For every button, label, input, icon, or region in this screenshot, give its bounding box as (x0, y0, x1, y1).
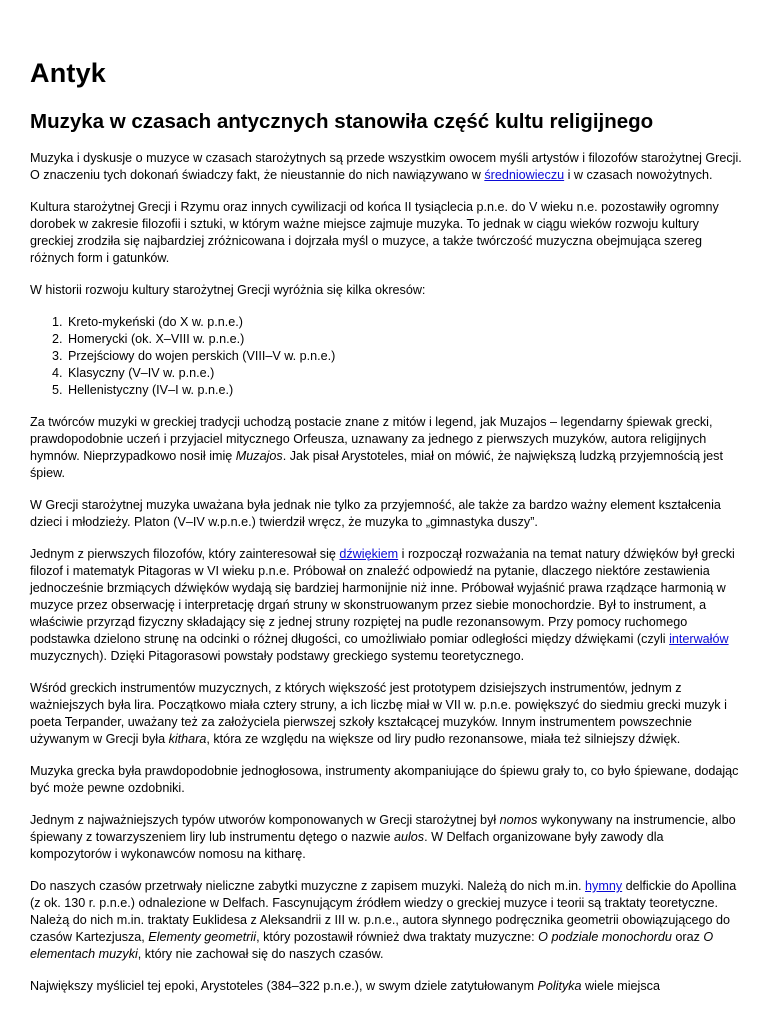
periods-list (30, 314, 745, 399)
paragraph-arystoteles: Największy myśliciel tej epoki, Arystoteles (384–322 p.n.e.), w swym dziele zatytułowanym Polityka wiele miejsca (30, 979, 660, 993)
list-item: 4. Klasyczny (V–IV w. p.n.e.) (66, 365, 745, 382)
link-hymny[interactable]: hymny (585, 879, 623, 893)
paragraph-instruments: Wśród greckich instrumentów muzycznych, z których większość jest prototypem dzisiejszych instrumentów, jednym z ważniejszych była lira. Początkowo miała cztery struny, a ich liczbę miał w VII w. p.n.e. powiększyć do siedmiu grecki muzyk i poeta Terpander, uważany też za założyciela pierwszej szkoły kształcącej muzyków. Innym instrumentem powszechnie używanym w Grecji była kithara, która ze względu na większe od liry pudło rezonansowe, miała też silniejszy dźwięk. (30, 681, 727, 746)
page-title: Antyk (30, 58, 107, 88)
link-dzwiek[interactable]: dźwiękiem (339, 547, 399, 561)
paragraph-intro: Muzyka i dyskusje o muzyce w czasach starożytnych są przede wszystkim owocem myśli artystów i filozofów starożytnej Grecji. O znaczeniu tych dokonań świadczy fakt, że nieustannie do nich nawiązywano w średniowieczu i w czasach nowożytnych. (30, 151, 742, 182)
document-body (30, 150, 745, 1010)
list-item: 3. Przejściowy do wojen perskich (VIII–V w. p.n.e.) (66, 348, 745, 365)
paragraph-monophony: Muzyka grecka była prawdopodobnie jednogłosowa, instrumenty akompaniujące do śpiewu grały to, co było śpiewane, dodając być może pewne ozdobniki. (30, 764, 739, 795)
list-item: 2. Homerycki (ok. X–VIII w. p.n.e.) (66, 331, 745, 348)
link-interwaly[interactable]: interwałów (669, 632, 729, 646)
paragraph-pitagoras: Jednym z pierwszych filozofów, który zainteresował się dźwiękiem i rozpoczął rozważania na temat natury dźwięków był grecki filozof i matematyk Pitagoras w VI wieku p.n.e. Próbował on znaleźć odpowiedź na pytanie, dlaczego niektóre zestawienia jednocześnie brzmiących dźwięków wydają się bardziej harmonijnie niż inne. Próbował wyjaśnić prawa rządzące harmonią w muzyce przez obserwację i interpretację drgań struny w skonstruowanym przez siebie monochordzie. Był to instrument, a właściwie przyrząd fizyczny składający się z jednej struny rozpiętej na pudle rezonansowym. Przy pomocy ruchomego podstawka dzielono strunę na odcinki o różnej długości, co umożliwiało pomiar odległości między dźwiękami (czyli interwałów muzycznych). Dzięki Pitagorasowi powstały podstawy greckiego systemu teoretycznego. (30, 547, 735, 663)
paragraph-muzajos: Za twórców muzyki w greckiej tradycji uchodzą postacie znane z mitów i legend, jak Muzajos – legendarny śpiewak grecki, prawdopodobnie uczeń i przyjaciel mitycznego Orfeusza, uznawany za jednego z pierwszych muzyków, autora religijnych hymnów. Nieprzypadkowo nosił imię Muzajos. Jak pisał Arystoteles, miał on mówić, że największą ludzką przyjemnością jest śpiew. (30, 415, 723, 480)
paragraph-culture: Kultura starożytnej Grecji i Rzymu oraz innych cywilizacji od końca II tysiąclecia p.n.e. do V wieku n.e. pozostawiły ogromny dorobek w zakresie filozofii i sztuki, w którym ważne miejsce zajmuje muzyka. To jednak w ciągu wieków rozwoju kultury greckiej zrodziła się najbardziej zróżnicowana i dojrzała myśl o muzyce, a także twórczość muzyczna obejmująca szereg różnych form i gatunków. (30, 200, 719, 265)
paragraph-education: W Grecji starożytnej muzyka uważana była jednak nie tylko za przyjemność, ale także za bardzo ważny element kształcenia dzieci i młodzieży. Platon (V–IV w.p.n.e.) twierdził wręcz, że muzyka to „gimnastyka duszy”. (30, 498, 721, 529)
list-item: 1. Kreto-mykeński (do X w. p.n.e.) (66, 314, 745, 331)
paragraph-sources: Do naszych czasów przetrwały nieliczne zabytki muzyczne z zapisem muzyki. Należą do nich m.in. hymny delfickie do Apollina (z ok. 130 r. p.n.e.) odnalezione w Delfach. Fascynującym źródłem wiedzy o greckiej muzyce i teorii są traktaty teoretyczne. Należą do nich m.in. traktaty Euklidesa z Aleksandrii z III w. p.n.e., autora słynnego podręcznika geometrii obowiązującego do czasów Kartezjusza, Elementy geometrii, który pozostawił również dwa traktaty muzyczne: O podziale monochordu oraz O elementach muzyki, który nie zachował się do naszych czasów. (30, 879, 737, 961)
link-sredniowiecze[interactable]: średniowieczu (484, 168, 565, 182)
paragraph-periods-intro: W historii rozwoju kultury starożytnej Grecji wyróżnia się kilka okresów: (30, 283, 426, 297)
paragraph-nomos: Jednym z najważniejszych typów utworów komponowanych w Grecji starożytnej był nomos wykonywany na instrumencie, albo śpiewany z towarzyszeniem liry lub instrumentu dętego o nazwie aulos. W Delfach organizowane były zawody dla kompozytorów i wykonawców nomosu na kitharę. (30, 813, 736, 861)
page-subtitle: Muzyka w czasach antycznych stanowiła część kultu religijnego (30, 110, 654, 133)
list-item: 5. Hellenistyczny (IV–I w. p.n.e.) (66, 382, 745, 399)
